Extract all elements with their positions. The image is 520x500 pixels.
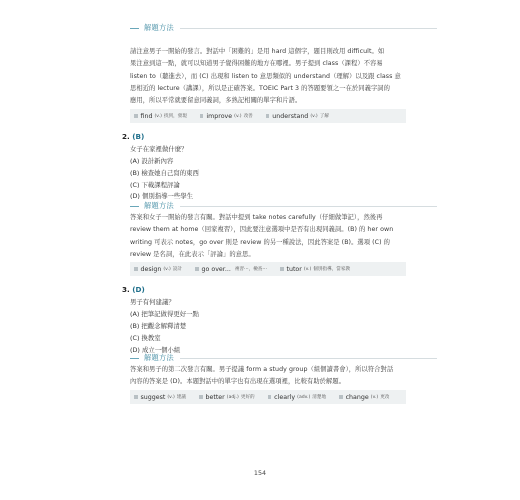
- vocab-item: [134, 266, 182, 273]
- bullet-square: [134, 267, 138, 271]
- heading-rule: [180, 28, 437, 29]
- question-3-number: [122, 285, 145, 294]
- page-number: 154: [253, 469, 267, 477]
- vocab-item: [200, 113, 253, 120]
- vocab-word: find: [140, 112, 153, 120]
- vocab-box-3: [130, 390, 406, 404]
- bullet-square: [266, 114, 270, 118]
- vocab-box-2: [130, 262, 406, 276]
- vocab-word: tutor: [286, 265, 302, 273]
- explanation-line: 果注意到這一點，就可以知道男子覺得困難的地方在哪裡。男子提到 class（課程）不容易: [130, 60, 383, 68]
- vocab-meaning: 建議: [176, 395, 186, 400]
- heading-mark: [130, 28, 139, 29]
- vocab-item: [195, 266, 267, 273]
- vocab-pos: (v.): [310, 113, 318, 119]
- heading-mark: [130, 206, 139, 207]
- bullet-square: [339, 395, 343, 399]
- vocab-meaning: 更改: [380, 395, 390, 400]
- explanation-line: review 是名詞，在此表示「評論」的意思。: [130, 250, 255, 258]
- explanation-line: writing 可表示 notes，go over 則是 review 的另一種說法，因此答案是 (B)。選項 (C) 的: [130, 238, 391, 246]
- vocab-word: change: [345, 393, 369, 401]
- explanation-line: review them at home（回家複習），因此要注意選項中是否有出現同義詞。(B) 的 her own: [130, 226, 394, 234]
- vocab-meaning: 清楚地: [312, 395, 327, 400]
- answer-key: (B): [132, 132, 145, 141]
- vocab-meaning: 更好的: [240, 395, 255, 400]
- method-heading-3: [130, 353, 437, 363]
- vocab-pos: (v.): [167, 394, 175, 400]
- method-heading-2: [130, 201, 437, 211]
- option-c: (C) 換教室: [130, 334, 161, 342]
- option-b: (B) 把觀念解釋清楚: [130, 322, 187, 330]
- vocab-item: [268, 394, 326, 401]
- question-3-text: 男子有何建議？: [130, 298, 175, 306]
- bullet-square: [195, 267, 199, 271]
- vocab-pos: (adj.): [226, 394, 239, 400]
- vocab-meaning: 設計: [172, 267, 182, 272]
- explanation-2: [130, 212, 405, 261]
- vocab-pos: (v.): [163, 266, 171, 272]
- option-a: (A) 把筆記做得更好一點: [130, 310, 199, 318]
- vocab-word: improve: [206, 112, 233, 120]
- vocab-pos: (adv.): [297, 394, 311, 400]
- explanation-line: listen to（聽進去），而 (C) 出現和 listen to 意思類似的 understand（理解）以及跟 class 意: [130, 72, 401, 80]
- question-number: 2.: [122, 132, 130, 141]
- vocab-meaning: 改善: [243, 114, 253, 119]
- bullet-square: [134, 395, 138, 399]
- vocab-meaning: 了解: [319, 114, 329, 119]
- method-label: 解題方法: [144, 353, 174, 362]
- vocab-box-1: [130, 109, 406, 123]
- bullet-square: [268, 395, 272, 399]
- heading-mark: [130, 358, 139, 359]
- vocab-word: better: [205, 393, 225, 401]
- vocab-item: [339, 394, 389, 401]
- vocab-word: design: [140, 265, 162, 273]
- question-2-number: [122, 132, 144, 141]
- vocab-item: [199, 394, 255, 401]
- vocab-word: understand: [272, 112, 309, 120]
- vocab-pos: (v.): [234, 113, 242, 119]
- vocab-item: [280, 266, 350, 273]
- question-2-text: 女子在家裡做什麼？: [130, 145, 188, 153]
- vocab-item: [134, 113, 187, 120]
- vocab-word: go over...: [201, 265, 231, 273]
- method-label: 解題方法: [144, 23, 174, 32]
- bullet-square: [134, 114, 138, 118]
- vocab-word: suggest: [140, 393, 166, 401]
- heading-rule: [180, 206, 437, 207]
- bullet-square: [280, 267, 284, 271]
- bullet-square: [199, 395, 203, 399]
- option-a: (A) 設計新內容: [130, 157, 174, 165]
- vocab-word: clearly: [274, 393, 296, 401]
- option-d: (D) 個別指導一些學生: [130, 192, 194, 200]
- answer-key: (D): [132, 285, 145, 294]
- vocab-pos: (v.): [303, 266, 312, 272]
- vocab-meaning: 找到，發現: [163, 114, 187, 119]
- bullet-square: [200, 114, 204, 118]
- explanation-line: 答案和女子一開始的發言有關。對話中提到 take notes carefully（仔細做筆記），然後再: [130, 214, 383, 221]
- explanation-line: 內容的答案是 (D)。本題對話中的單字也有出現在選項裡，比較有助於解題。: [130, 378, 346, 386]
- explanation-1: [130, 46, 405, 107]
- vocab-item: [266, 113, 329, 120]
- vocab-meaning: 個別指導，當家教: [313, 267, 351, 272]
- question-number: 3.: [122, 285, 130, 294]
- explanation-line: 思相近的 lecture（講課），所以是正確答案。TOEIC Part 3 的答題要領之一在於同義字詞的: [130, 84, 391, 92]
- explanation-line: 應用，所以平常就要留意同義詞，多熟記相關的單字和片語。: [130, 97, 302, 105]
- explanation-line: 答案和男子的第二次發言有關。男子提議 form a study group（組個讀書會），所以符合對話: [130, 366, 394, 373]
- explanation-line: 請注意男子一開始的發言。對話中「困難的」是用 hard 這個字，題目則改用 difficult。如: [130, 48, 385, 55]
- heading-rule: [180, 358, 437, 359]
- vocab-meaning: 複習⋯，檢查⋯: [234, 267, 267, 272]
- vocab-item: [134, 394, 186, 401]
- method-heading-1: [130, 23, 437, 33]
- method-label: 解題方法: [144, 201, 174, 210]
- vocab-pos: (v.): [370, 394, 379, 400]
- option-c: (C) 下載課程評論: [130, 181, 180, 189]
- option-d: (D) 成立一個小組: [130, 346, 181, 354]
- option-b: (B) 檢查她自己寫的東西: [130, 169, 199, 177]
- explanation-3: [130, 364, 405, 389]
- vocab-pos: (v.): [154, 113, 162, 119]
